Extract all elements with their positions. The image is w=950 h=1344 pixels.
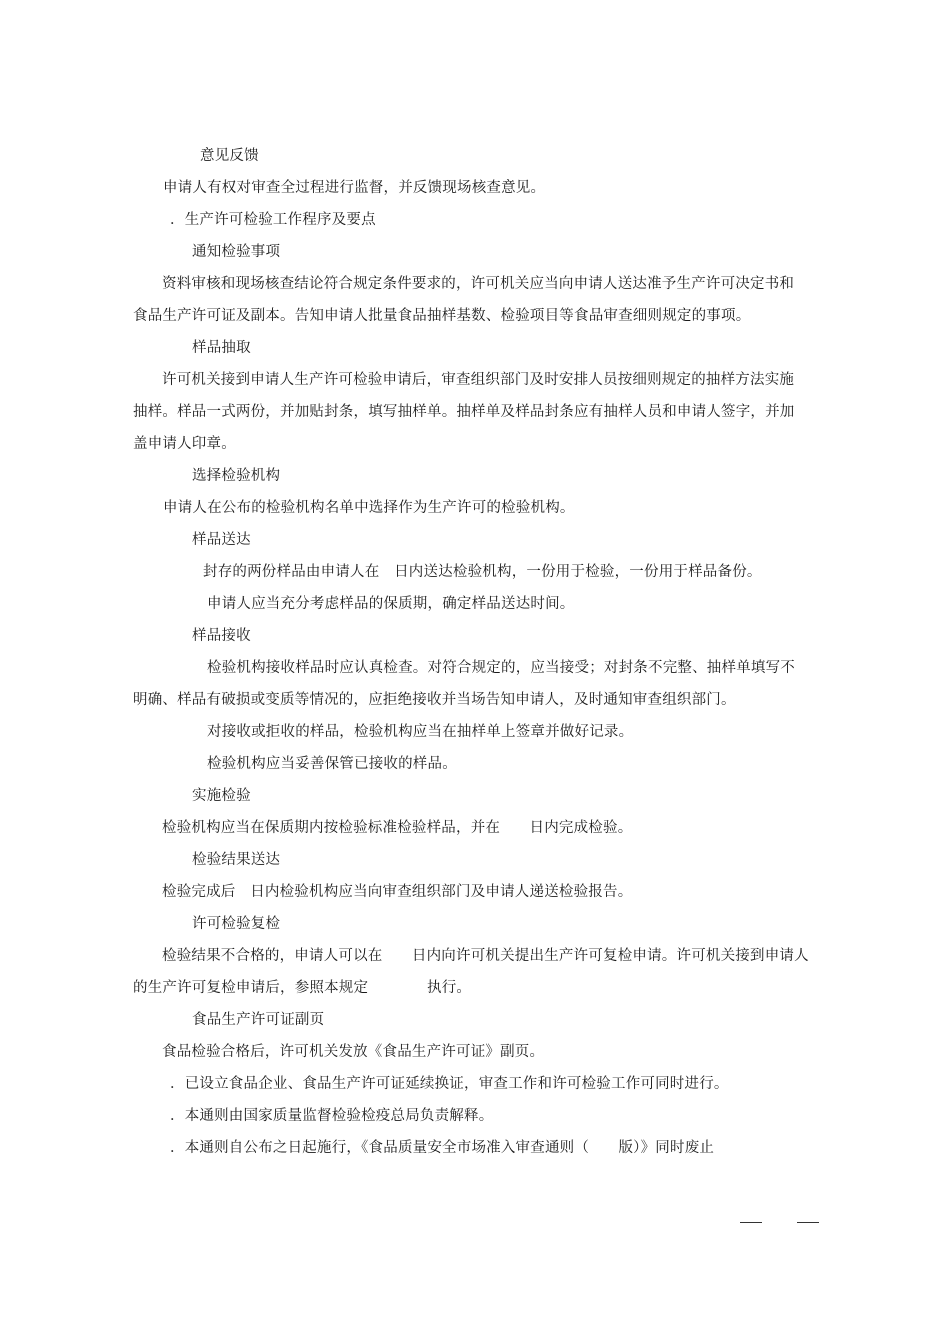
subheading-license-page: 食品生产许可证副页 [192, 1012, 325, 1028]
subheading-delivery: 样品送达 [192, 532, 251, 548]
paragraph-line: 盖申请人印章。 [133, 436, 236, 452]
section-heading: ．生产许可检验工作程序及要点 [170, 212, 376, 228]
subheading-result-delivery: 检验结果送达 [192, 852, 281, 868]
subheading-inspection: 实施检验 [192, 788, 251, 804]
paragraph-line: 检验完成后 日内检验机构应当向审查组织部门及申请人递送检验报告。 [162, 884, 633, 900]
paragraph-line: 检验结果不合格的，申请人可以在 日内向许可机关提出生产许可复检申请。许可机关接到申请人 [162, 948, 809, 964]
paragraph-line: 申请人在公布的检验机构名单中选择作为生产许可的检验机构。 [163, 500, 575, 516]
paragraph-line: 申请人应当充分考虑样品的保质期，确定样品送达时间。 [207, 596, 575, 612]
paragraph-line: 抽样。样品一式两份，并加贴封条，填写抽样单。抽样单及样品封条应有抽样人员和申请人签字，并加 [133, 404, 795, 420]
numbered-clause: ．本通则由国家质量监督检验检疫总局负责解释。 [170, 1108, 494, 1124]
paragraph-line: 食品检验合格后，许可机关发放《食品生产许可证》副页。 [162, 1044, 545, 1060]
paragraph-line: 检验机构应当在保质期内按检验标准检验样品，并在 日内完成检验。 [162, 820, 633, 836]
paragraph-line: 检验机构接收样品时应认真检查。对符合规定的，应当接受；对封条不完整、抽样单填写不 [207, 660, 795, 676]
footer-dash-left [740, 1222, 762, 1223]
paragraph-line: 对接收或拒收的样品，检验机构应当在抽样单上签章并做好记录。 [207, 724, 634, 740]
subheading-select-agency: 选择检验机构 [192, 468, 281, 484]
numbered-clause: ．已设立食品企业、食品生产许可证延续换证，审查工作和许可检验工作可同时进行。 [170, 1076, 729, 1092]
paragraph-line: 食品生产许可证及副本。告知申请人批量食品抽样基数、检验项目等食品审查细则规定的事项。 [133, 308, 751, 324]
paragraph-line: 资料审核和现场核查结论符合规定条件要求的，许可机关应当向申请人送达准予生产许可决定书和 [162, 276, 795, 292]
numbered-clause: ．本通则自公布之日起施行，《食品质量安全市场准入审查通则（ 版）》同时废止 [170, 1140, 715, 1156]
subheading-receipt: 样品接收 [192, 628, 251, 644]
paragraph-line: 申请人有权对审查全过程进行监督，并反馈现场核查意见。 [163, 180, 546, 196]
footer-dash-right [797, 1222, 819, 1223]
paragraph-line: 封存的两份样品由申请人在 日内送达检验机构，一份用于检验，一份用于样品备份。 [203, 564, 762, 580]
subheading-notify: 通知检验事项 [192, 244, 281, 260]
heading-feedback: 意见反馈 [200, 148, 259, 164]
paragraph-line: 检验机构应当妥善保管已接收的样品。 [207, 756, 457, 772]
paragraph-line: 许可机关接到申请人生产许可检验申请后，审查组织部门及时安排人员按细则规定的抽样方法实施 [162, 372, 795, 388]
subheading-sampling: 样品抽取 [192, 340, 251, 356]
subheading-recheck: 许可检验复检 [192, 916, 281, 932]
paragraph-line: 明确、样品有破损或变质等情况的，应拒绝接收并当场告知申请人，及时通知审查组织部门。 [133, 692, 736, 708]
paragraph-line: 的生产许可复检申请后，参照本规定 执行。 [133, 980, 472, 996]
